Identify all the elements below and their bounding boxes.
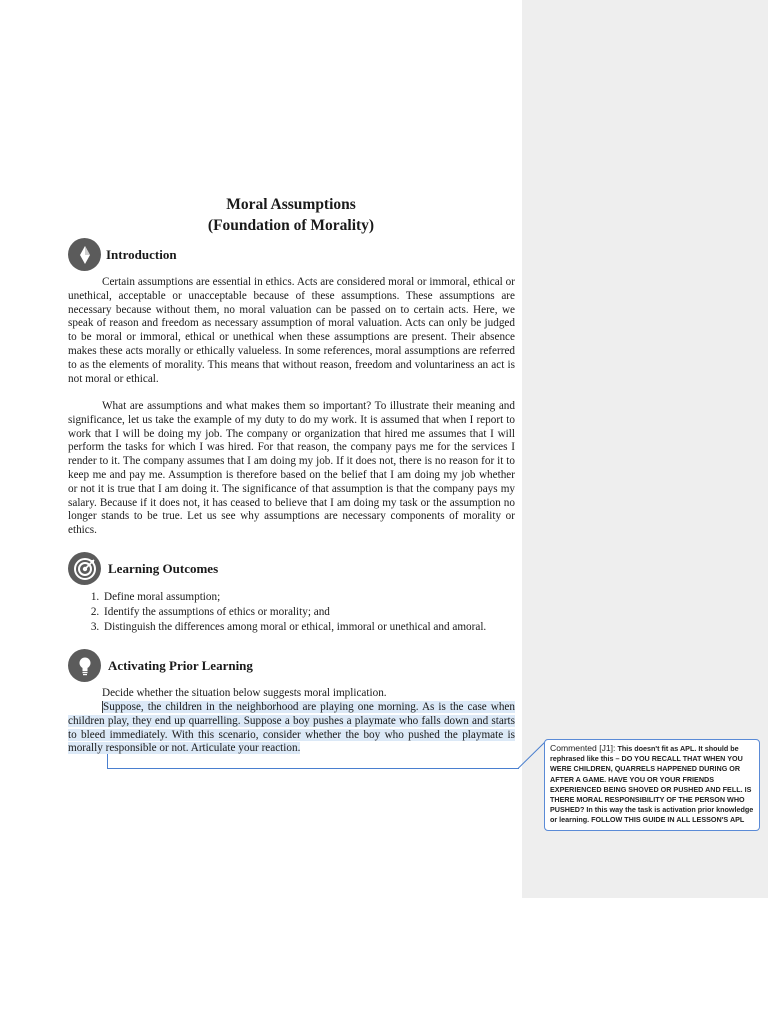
learning-outcomes-list — [68, 590, 549, 635]
section-heading-label: Learning Outcomes — [108, 561, 219, 576]
comment-text: This doesn't fit as APL. It should be rephrased like this – DO YOU RECALL THAT WHEN YOU WERE CHILDREN, QUARRELS HAPPENED DURING OR AFTER A GAME. HAVE YOU OR YOUR FRIENDS EXPERIENCED BEING SHOVED OR PUSHED AND FELL. IS THERE MORAL RESPONSIBILITY OF THE PERSON WHO PUSHED? In this way the task is activation prior knowledge or learning. FOLLOW THIS GUIDE IN ALL LESSON'S APL — [550, 744, 754, 825]
list-item: 1. Define moral assumption; — [102, 590, 549, 605]
paragraph: Decide whether the situation below suggests moral implication. — [102, 687, 387, 699]
comment-anchor-line — [107, 768, 519, 769]
comment-balloon[interactable] — [544, 739, 760, 831]
lightbulb-icon — [68, 649, 101, 682]
document-subtitle: (Foundation of Morality) — [207, 217, 375, 234]
highlighted-paragraph[interactable] — [68, 701, 515, 756]
section-heading-label: Introduction — [106, 247, 177, 262]
paragraph: Certain assumptions are essential in ethics. Acts are considered moral or immoral, ethical or unethical, acceptable or unacceptable because of these assumptions. These assumptions are necessary because without them, no moral valuation can be passed on to certain acts. Here, we speak of reason and freedom as necessary assumption of moral valuation. Acts can only be judged to be moral or immoral, ethical or unethical when these assumptions are present. Their absence makes these acts morally or ethically valueless. In some references, moral assumptions are referred to as the elements of morality. This means that without reason, freedom and voluntariness an act is not moral or ethical. — [68, 276, 515, 385]
compass-icon — [68, 238, 101, 271]
commented-text[interactable]: Suppose, the children in the neighborhood are playing one morning. As is the case when children play, they end up quarrelling. Suppose a boy pushes a playmate who falls down and starts to bleed immediately. With this scenario, consider whether the boy who pushed the playmate is morally responsible or not. Articulate your reaction. — [68, 701, 515, 755]
section-heading-label: Activating Prior Learning — [108, 658, 253, 673]
list-item: 3. Distinguish the differences among moral or ethical, immoral or unethical and amoral. — [102, 620, 549, 635]
document-title: Moral Assumptions — [226, 196, 356, 213]
list-item: 2. Identify the assumptions of ethics or morality; and — [102, 605, 549, 620]
paragraph: What are assumptions and what makes them so important? To illustrate their meaning and significance, let us take the example of my duty to do my work. It is assumed that when I report to work that I will be doing my job. The company or organization that hired me assumes that I will perform the tasks for which I was hired. For that reason, the company pays me for the services I render to it. The company assumes that I am doing my job. If it does not, there is no reason for it to keep me and pay me. Assumption is therefore based on the belief that I am doing my job whether or not it is true that I am doing it. The significance of that assumption is that the company pays my salary. Because if it does not, it has ceased to believe that I am doing my task or the assumption no longer stands to be true. Let us see why assumptions are necessary components of morality or ethics. — [68, 400, 515, 537]
comment-label: Commented [J1]: — [550, 743, 616, 753]
comment-anchor-line — [107, 754, 108, 768]
target-icon — [68, 552, 101, 585]
